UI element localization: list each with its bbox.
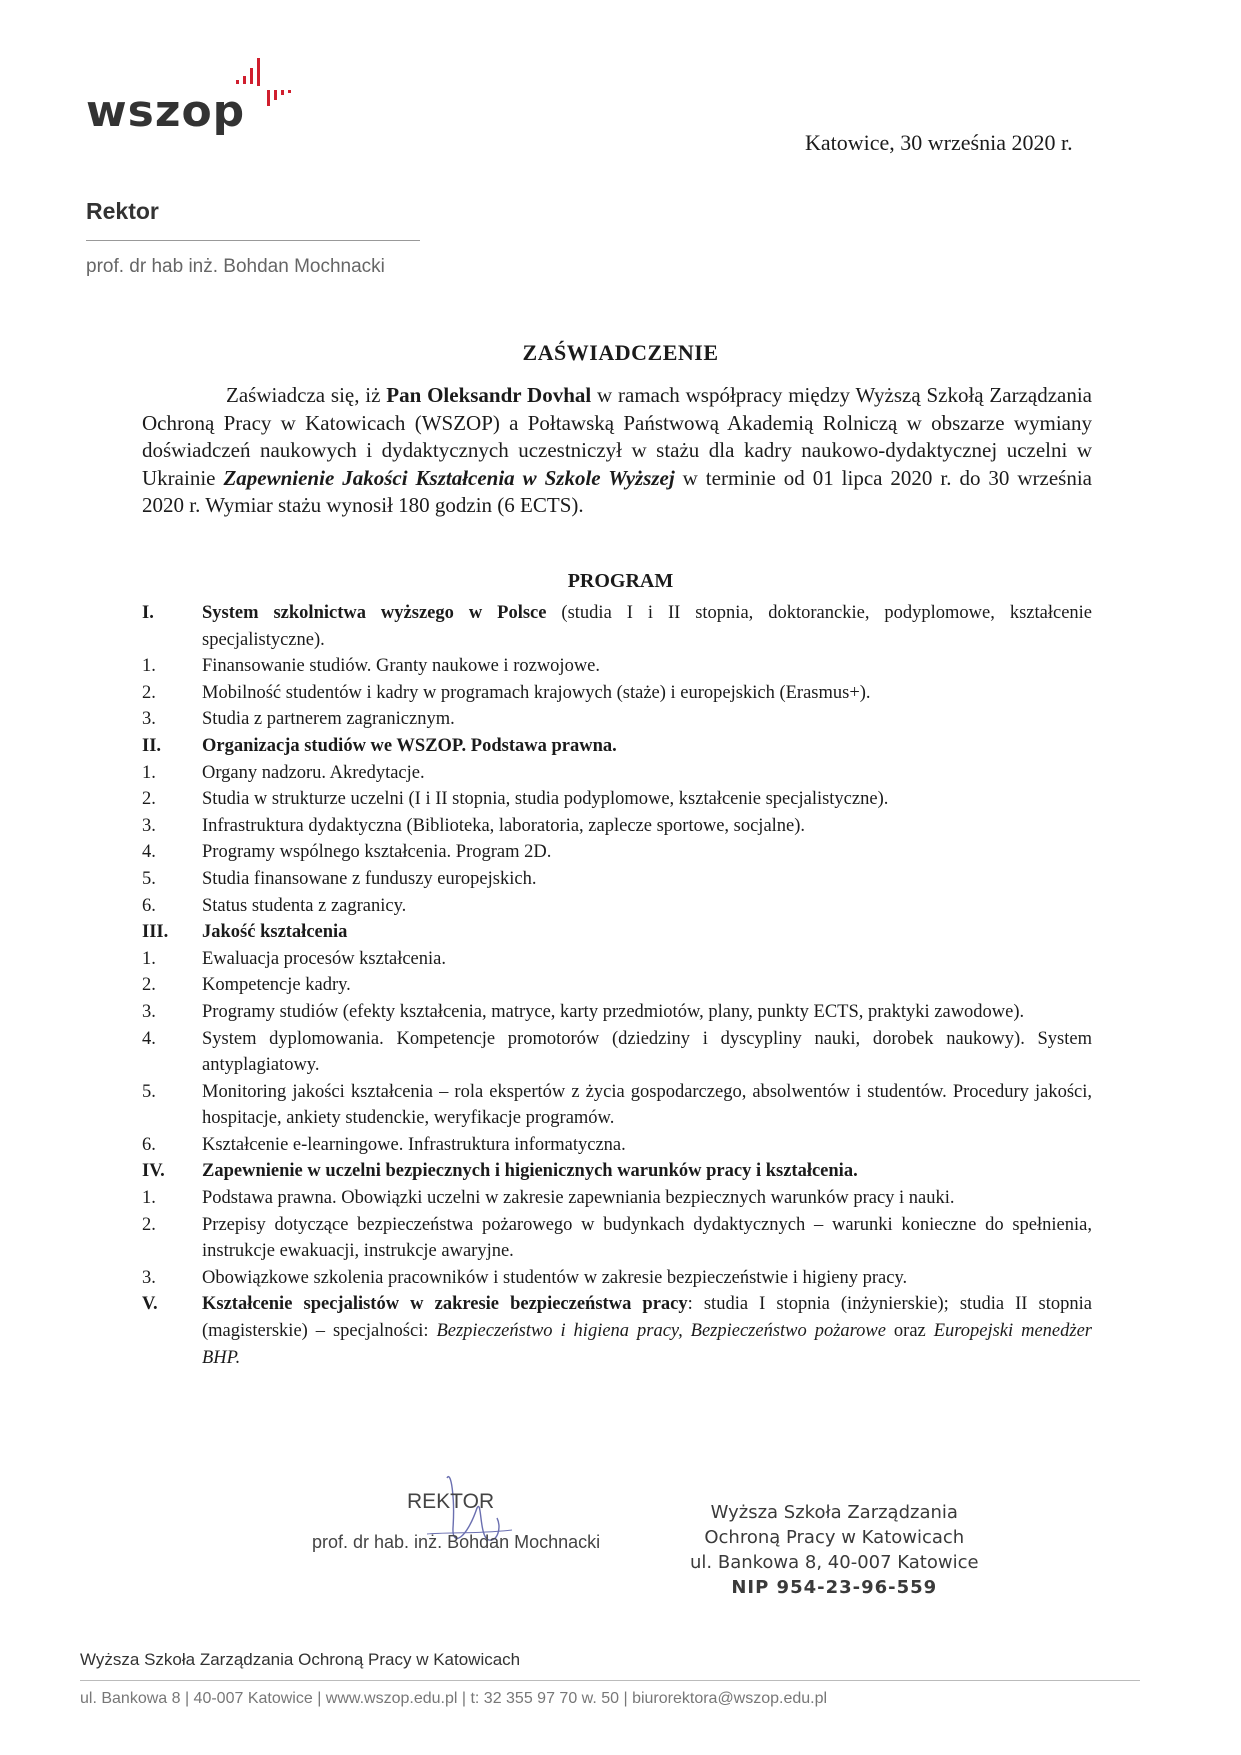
program-section: IV. Zapewnienie w uczelni bezpiecznych i higienicznych warunków pracy i kształcenia. (142, 1161, 858, 1182)
list-item: 1. Ewaluacja procesów kształcenia. (142, 948, 446, 969)
logo-wordmark: wszop (86, 86, 246, 137)
footer-contact: ul. Bankowa 8 | 40-007 Katowice | www.wszop.edu.pl | t: 32 355 97 70 w. 50 | biurorektora@wszop.edu.pl (80, 1690, 828, 1707)
certificate-paragraph: Zaświadcza się, iż Pan Oleksandr Dovhal w ramach współpracy między Wyższą Szkołą Zarządzania Ochroną Pracy w Katowicach (WSZOP) a Połtawską Państwową Akademią Rolniczą w obszarze wymiany doświadczeń naukowych i dydaktycznych uczestniczył w stażu dla kadry naukowo-dydaktycznej uczelni w Ukrainie Zapewnienie Jakości Kształcenia w Szkole Wyższej w terminie od 01 lipca 2020 r. do 30 września 2020 r. Wymiar stażu wynosił 180 godzin (6 ECTS). (142, 383, 1093, 517)
divider (86, 240, 420, 241)
list-item: 2. Kompetencje kadry. (142, 975, 351, 996)
list-item: 4. Programy wspólnego kształcenia. Program 2D. (142, 842, 552, 863)
person-name: Pan Oleksandr Dovhal (386, 383, 592, 407)
course-name: Zapewnienie Jakości Kształcenia w Szkole Wyższej (223, 465, 675, 490)
list-item: 2. Przepisy dotyczące bezpieczeństwa pożarowego w budynkach dydaktycznych – warunki konieczne do spełnienia, instrukcje ewakuacji, instrukcje awaryjne. (142, 1214, 1092, 1262)
institution-stamp: Wyższa Szkoła Zarządzania Ochroną Pracy w Katowicach ul. Bankowa 8, 40-007 Katowice NIP 954-23-96-559 (690, 1502, 979, 1598)
program-section: III. Jakość kształcenia (142, 922, 348, 943)
program-title: PROGRAM (567, 570, 674, 592)
list-item: 3. Obowiązkowe szkolenia pracowników i studentów w zakresie bezpieczeństwie i higieny pracy. (142, 1267, 908, 1288)
rektor-heading: Rektor (86, 198, 159, 224)
program-list (142, 600, 1092, 1371)
document-date: Katowice, 30 września 2020 r. (805, 130, 1073, 155)
list-item: 2. Studia w strukturze uczelni (I i II stopnia, studia podyplomowe, kształcenie specjalistyczne). (142, 789, 889, 810)
list-item: 1. Finansowanie studiów. Granty naukowe i rozwojowe. (142, 656, 601, 677)
list-item: 5. Monitoring jakości kształcenia – rola ekspertów z życia gospodarczego, absolwentów i studentów. Procedury jakości, hospitacje, ankiety studenckie, weryfikacje programów. (142, 1081, 1092, 1129)
signature-role: REKTOR (407, 1490, 495, 1513)
list-item: 1. Organy nadzoru. Akredytacje. (142, 762, 425, 783)
list-item: 6. Status studenta z zagranicy. (142, 895, 407, 916)
list-item: 3. Programy studiów (efekty kształcenia, matryce, karty przedmiotów, plany, punkty ECTS, praktyki zawodowe). (142, 1001, 1025, 1022)
handwritten-signature (417, 1468, 527, 1568)
document-title: ZAŚWIADCZENIE (522, 340, 719, 365)
list-item: 2. Mobilność studentów i kadry w programach krajowych (staże) i europejskich (Erasmus+). (142, 682, 871, 703)
footer-divider (80, 1680, 1140, 1681)
list-item: 1. Podstawa prawna. Obowiązki uczelni w zakresie zapewniania bezpiecznych warunków pracy i nauki. (142, 1188, 955, 1209)
signature-name: prof. dr hab. inż. Bohdan Mochnacki (312, 1532, 601, 1552)
wszop-logo (86, 58, 306, 138)
list-item: 4. System dyplomowania. Kompetencje promotorów (dziedziny i dyscypliny nauki, dorobek naukowy). System antyplagiatowy. (142, 1028, 1092, 1076)
list-item: 6. Kształcenie e-learningowe. Infrastruktura informatyczna. (142, 1134, 626, 1155)
program-section: II. Organizacja studiów we WSZOP. Podstawa prawna. (142, 735, 617, 756)
program-section: I. System szkolnictwa wyższego w Polsce (studia I i II stopnia, doktoranckie, podyplomowe, kształcenie specjalistyczne). (142, 603, 1093, 650)
list-item: 3. Studia z partnerem zagranicznym. (142, 709, 455, 730)
list-item: 5. Studia finansowane z funduszy europejskich. (142, 868, 537, 889)
program-section: V. Kształcenie specjalistów w zakresie bezpieczeństwa pracy: studia I stopnia (inżynierskie); studia II stopnia (magisterskie) – specjalności: Bezpieczeństwo i higiena pracy, Bezpieczeństwo pożarowe oraz Europejski menedżer BHP. (142, 1294, 1092, 1368)
rektor-name: prof. dr hab inż. Bohdan Mochnacki (86, 256, 385, 277)
footer-institution: Wyższa Szkoła Zarządzania Ochroną Pracy w Katowicach (80, 1650, 521, 1669)
list-item: 3. Infrastruktura dydaktyczna (Biblioteka, laboratoria, zaplecze sportowe, socjalne). (142, 815, 806, 836)
